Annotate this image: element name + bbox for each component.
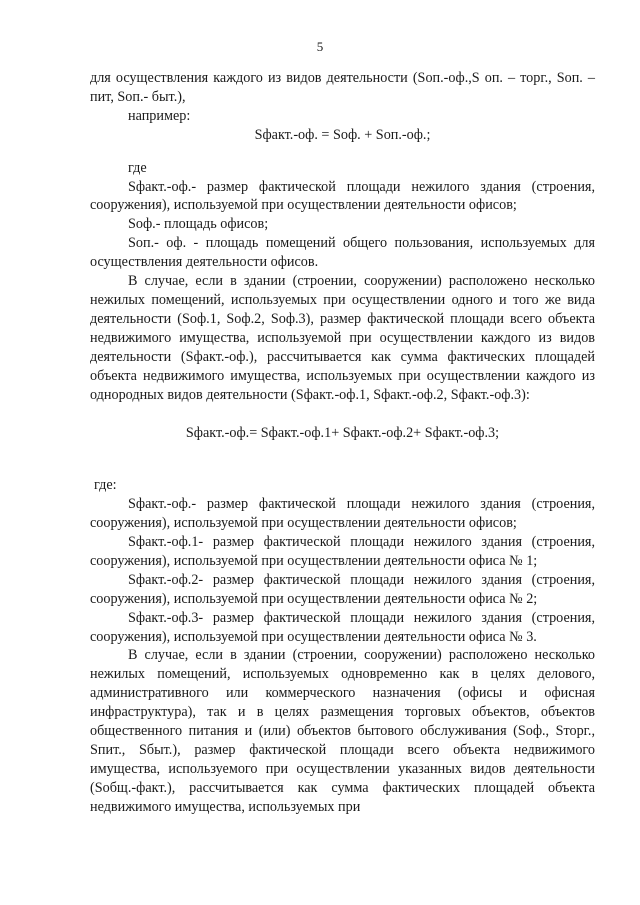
definition: Sфакт.-оф.1- размер фактической площади нежилого здания (строения, сооружения), используемой при осуществлении деятельности офиса № 1; — [90, 534, 595, 569]
definition: Sоп.- оф. - площадь помещений общего пользования, используемых для осуществления деятельности офисов. — [90, 235, 595, 271]
paragraph: например: — [128, 107, 191, 124]
paragraph: В случае, если в здании (строении, сооружении) расположено несколько нежилых помещений, используемых при осуществлении одного и того же вида деятельности (Sоф.1, Sоф.2, Sоф.3), размер фактической площади всего объекта недвижимого имущества, используемой при осуществлении каждого из видов деятельности (Sфакт.-оф.), рассчитывается как сумма фактических площадей объекта недвижимого имущества, используемых при осуществлении каждого из однородных видов деятельности (Sфакт.-оф.1, Sфакт.-оф.2, Sфакт.-оф.3): — [90, 273, 595, 403]
formula: Sфакт.-оф. = Sоф. + Sоп.-оф.; — [254, 126, 431, 143]
paragraph: где — [128, 159, 147, 176]
definition: Sфакт.-оф.- размер фактической площади нежилого здания (строения, сооружения), используемой при осуществлении деятельности офисов; — [90, 496, 595, 532]
paragraph: где: — [94, 477, 117, 494]
formula: Sфакт.-оф.= Sфакт.-оф.1+ Sфакт.-оф.2+ Sфакт.-оф.3; — [185, 425, 500, 442]
definition: Sфакт.-оф.- размер фактической площади нежилого здания (строения, сооружения), используемой при осуществлении деятельности офисов; — [90, 178, 595, 214]
definition: Sфакт.-оф.3- размер фактической площади нежилого здания (строения, сооружения), используемой при осуществлении деятельности офиса № 3. — [90, 609, 595, 645]
definition: Sоф.- площадь офисов; — [128, 216, 269, 233]
definition: Sфакт.-оф.2- размер фактической площади нежилого здания (строения, сооружения), используемой при осуществлении деятельности офиса № 2; — [90, 571, 595, 607]
paragraph: для осуществления каждого из видов деятельности (Sоп.-оф.,S оп. – торг., Sоп. – пит, Sоп.- быт.), — [90, 70, 595, 105]
page-number: 5 — [316, 39, 324, 54]
page-body — [90, 69, 595, 817]
paragraph: В случае, если в здании (строении, сооружении) расположено несколько нежилых помещений, используемых одновременно как в целях делового, административного или коммерческого назначения (офисы и офисная инфраструктура), так и в целях размещения торговых объектов, объектов общественного питания и (или) объектов бытового обслуживания (Sоф., Sторг., Sпит., Sбыт.), размер фактической площади всего объекта недвижимого имущества, используемого при осуществлении указанных видов деятельности (Sобщ.-факт.), рассчитывается как сумма фактических площадей объекта недвижимого имущества, используемых при — [90, 647, 595, 815]
